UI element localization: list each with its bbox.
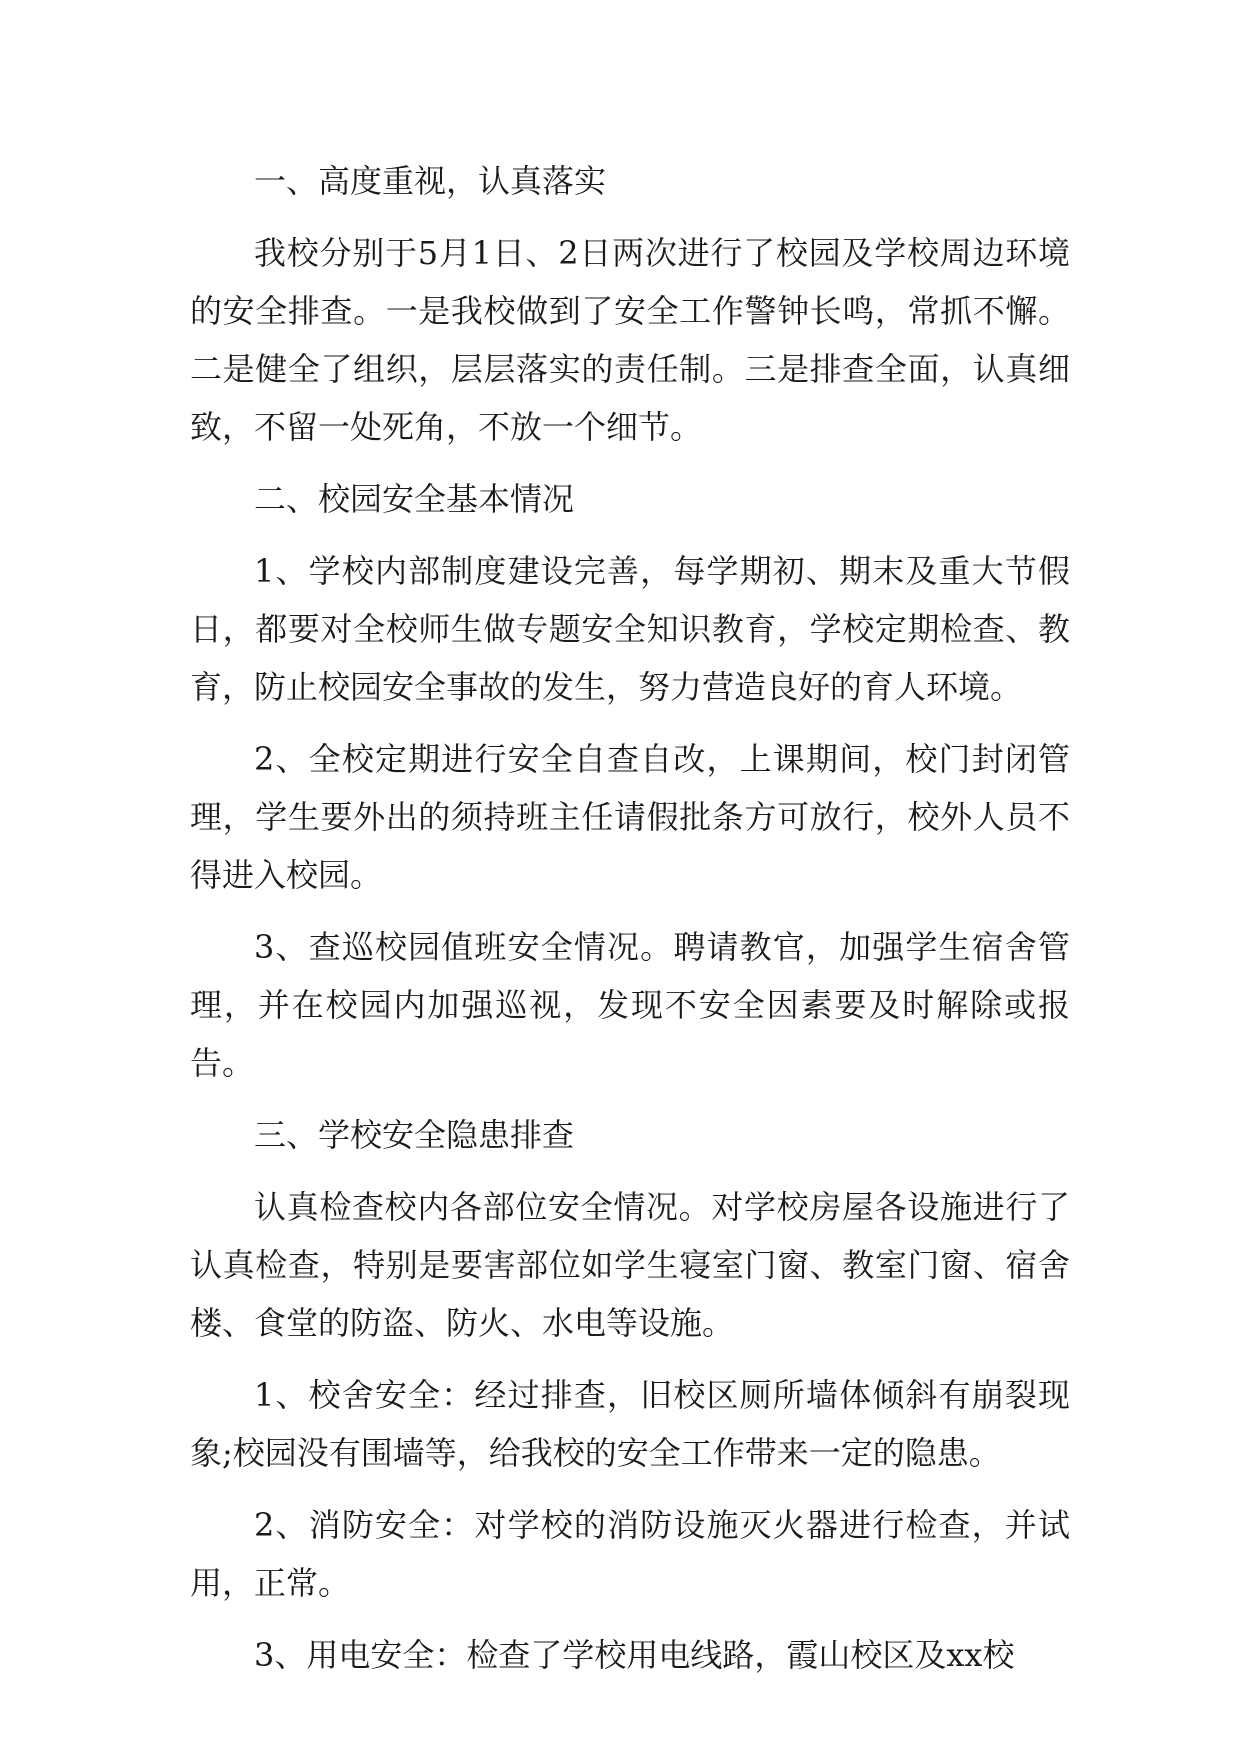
paragraph-inspection: 认真检查校内各部位安全情况。对学校房屋各设施进行了认真检查，特别是要害部位如学生寝室门窗、教室门窗、宿舍楼、食堂的防盗、防火、水电等设施。 [190,1188,1070,1342]
paragraph-item-2: 2、全校定期进行安全自查自改，上课期间，校门封闭管理，学生要外出的须持班主任请假批条方可放行，校外人员不得进入校园。 [190,740,1070,894]
paragraph-building-safety: 1、校舍安全：经过排查，旧校区厕所墙体倾斜有崩裂现象;校园没有围墙等，给我校的安全工作带来一定的隐患。 [190,1376,1070,1472]
paragraph-fire-safety: 2、消防安全：对学校的消防设施灭火器进行检查，并试用，正常。 [190,1506,1070,1602]
section-heading-2: 二、校园安全基本情况 [254,480,575,518]
section-heading-3: 三、学校安全隐患排查 [254,1116,575,1154]
paragraph-item-1: 1、学校内部制度建设完善，每学期初、期末及重大节假日，都要对全校师生做专题安全知识教育，学校定期检查、教育，防止校园安全事故的发生，努力营造良好的育人环境。 [190,552,1070,706]
paragraph-overview: 我校分别于5月1日、2日两次进行了校园及学校周边环境的安全排查。一是我校做到了安全工作警钟长鸣，常抓不懈。二是健全了组织，层层落实的责任制。三是排查全面，认真细致，不留一处死角，不放一个细节。 [190,234,1070,446]
document-page [190,152,1070,1698]
paragraph-electrical-safety: 3、用电安全：检查了学校用电线路，霞山校区及xx校 [254,1636,1015,1674]
paragraph-item-3: 3、查巡校园值班安全情况。聘请教官，加强学生宿舍管理，并在校园内加强巡视，发现不安全因素要及时解除或报告。 [190,928,1070,1082]
section-heading-1: 一、高度重视，认真落实 [254,162,607,200]
